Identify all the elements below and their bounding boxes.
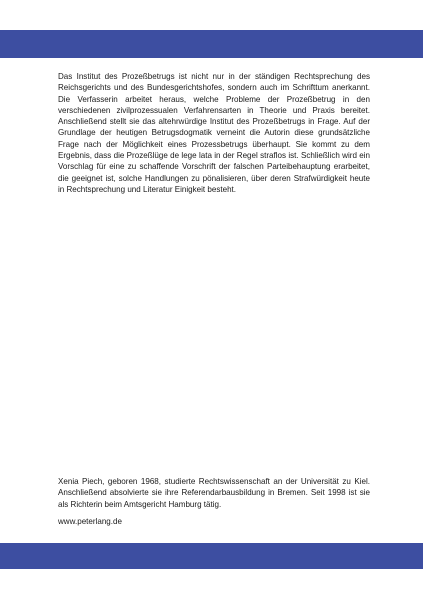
publisher-url[interactable]: www.peterlang.de: [58, 517, 122, 526]
author-biography: Xenia Piech, geboren 1968, studierte Rechtswissenschaft an der Universität zu Kiel. Anschließend absolvierte sie ihre Referendarbausbildung in Bremen. Seit 1998 ist sie als Richterin beim Amtsgericht Hamburg tätig.: [58, 477, 370, 509]
bottom-color-band: [0, 543, 423, 569]
top-color-band: [0, 30, 423, 58]
book-description: Das Institut des Prozeßbetrugs ist nicht nur in der ständigen Rechtsprechung des Reichsgerichts und des Bundesgerichtshofes, sondern auch im Schrifttum anerkannt. Die Verfasserin arbeitet heraus, welche Probleme der Prozeßbetrug in den verschiedenen zivilprozessualen Verfahrensarten in Theorie und Praxis bereitet. Anschließend stellt sie das altehrwürdige Institut des Prozeßbetrugs in Frage. Auf der Grundlage der heutigen Betrugsdogmatik verneint die Autorin diese grundsätzliche Frage nach der Möglichkeit eines Prozessbetrugs überhaupt. Sie kommt zu dem Ergebnis, dass die Prozeßlüge de lege lata in der Regel straflos ist. Schließlich wird ein Vorschlag für eine zu schaffende Vorschrift der falschen Parteibehauptung erarbeitet, die geeignet ist, solche Handlungen zu pönalisieren, über deren Strafwürdigkeit heute in Rechtsprechung und Literatur Einigkeit besteht.: [58, 72, 370, 194]
